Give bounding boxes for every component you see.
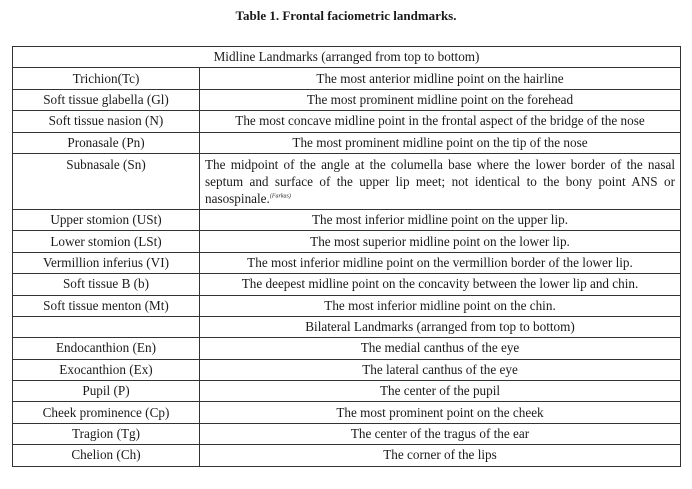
table-row [13, 402, 681, 423]
landmark-name: Soft tissue menton (Mt) [13, 295, 200, 316]
table-caption: Table 1. Frontal faciometric landmarks. [235, 8, 457, 23]
landmark-description: The most inferior midline point on the chin. [200, 295, 681, 316]
table-row [13, 381, 681, 402]
table-row [13, 111, 681, 132]
bilateral-header-row [13, 316, 681, 337]
midline-header-row [13, 47, 681, 68]
table-row [13, 132, 681, 153]
description-text: The midpoint of the angle at the columella base where the lower border of the nasal septum and surface of the upper lip meet; not identical to the bony point ANS or nasospinale. [205, 156, 676, 206]
table-row [13, 359, 681, 380]
landmark-name: Cheek prominence (Cp) [13, 402, 200, 423]
landmark-name: Lower stomion (LSt) [13, 231, 200, 252]
landmark-name: Soft tissue B (b) [13, 274, 200, 295]
table-row [13, 209, 681, 230]
table-row [13, 252, 681, 273]
landmark-name: Upper stomion (USt) [13, 209, 200, 230]
landmark-description: The deepest midline point on the concavity between the lower lip and chin. [200, 274, 681, 295]
landmark-name: Soft tissue glabella (Gl) [13, 89, 200, 110]
landmark-name: Pronasale (Pn) [13, 132, 200, 153]
landmark-name: Subnasale (Sn) [13, 153, 200, 209]
landmark-description [200, 153, 681, 209]
landmark-description: The most anterior midline point on the hairline [200, 68, 681, 89]
landmark-description: The most prominent midline point on the tip of the nose [200, 132, 681, 153]
midline-section-header: Midline Landmarks (arranged from top to bottom) [13, 47, 681, 68]
table-row [13, 445, 681, 466]
table-row [13, 338, 681, 359]
landmark-description: The center of the pupil [200, 381, 681, 402]
landmark-name: Endocanthion (En) [13, 338, 200, 359]
table-row [13, 68, 681, 89]
landmark-description: The most superior midline point on the lower lip. [200, 231, 681, 252]
table-row [13, 89, 681, 110]
landmark-description: The most prominent midline point on the forehead [200, 89, 681, 110]
landmark-description: The most inferior midline point on the upper lip. [200, 209, 681, 230]
table-row [13, 231, 681, 252]
table-row [13, 295, 681, 316]
table-row [13, 153, 681, 209]
table-row [13, 274, 681, 295]
landmark-description: The most inferior midline point on the vermillion border of the lower lip. [200, 252, 681, 273]
bilateral-section-header: Bilateral Landmarks (arranged from top to bottom) [200, 316, 681, 337]
landmark-name: Soft tissue nasion (N) [13, 111, 200, 132]
landmark-name: Tragion (Tg) [13, 423, 200, 444]
empty-cell [13, 316, 200, 337]
landmark-name: Trichion(Tc) [13, 68, 200, 89]
landmark-name: Exocanthion (Ex) [13, 359, 200, 380]
landmark-description: The lateral canthus of the eye [200, 359, 681, 380]
landmark-description: The most concave midline point in the frontal aspect of the bridge of the nose [200, 111, 681, 132]
landmark-name: Vermillion inferius (VI) [13, 252, 200, 273]
landmark-name: Pupil (P) [13, 381, 200, 402]
landmarks-table [12, 46, 681, 467]
landmark-description: The most prominent point on the cheek [200, 402, 681, 423]
landmark-name: Chelion (Ch) [13, 445, 200, 466]
landmark-description: The center of the tragus of the ear [200, 423, 681, 444]
table-row [13, 423, 681, 444]
landmark-description: The corner of the lips [200, 445, 681, 466]
landmark-description: The medial canthus of the eye [200, 338, 681, 359]
reference-superscript: (Farkas) [269, 193, 291, 200]
